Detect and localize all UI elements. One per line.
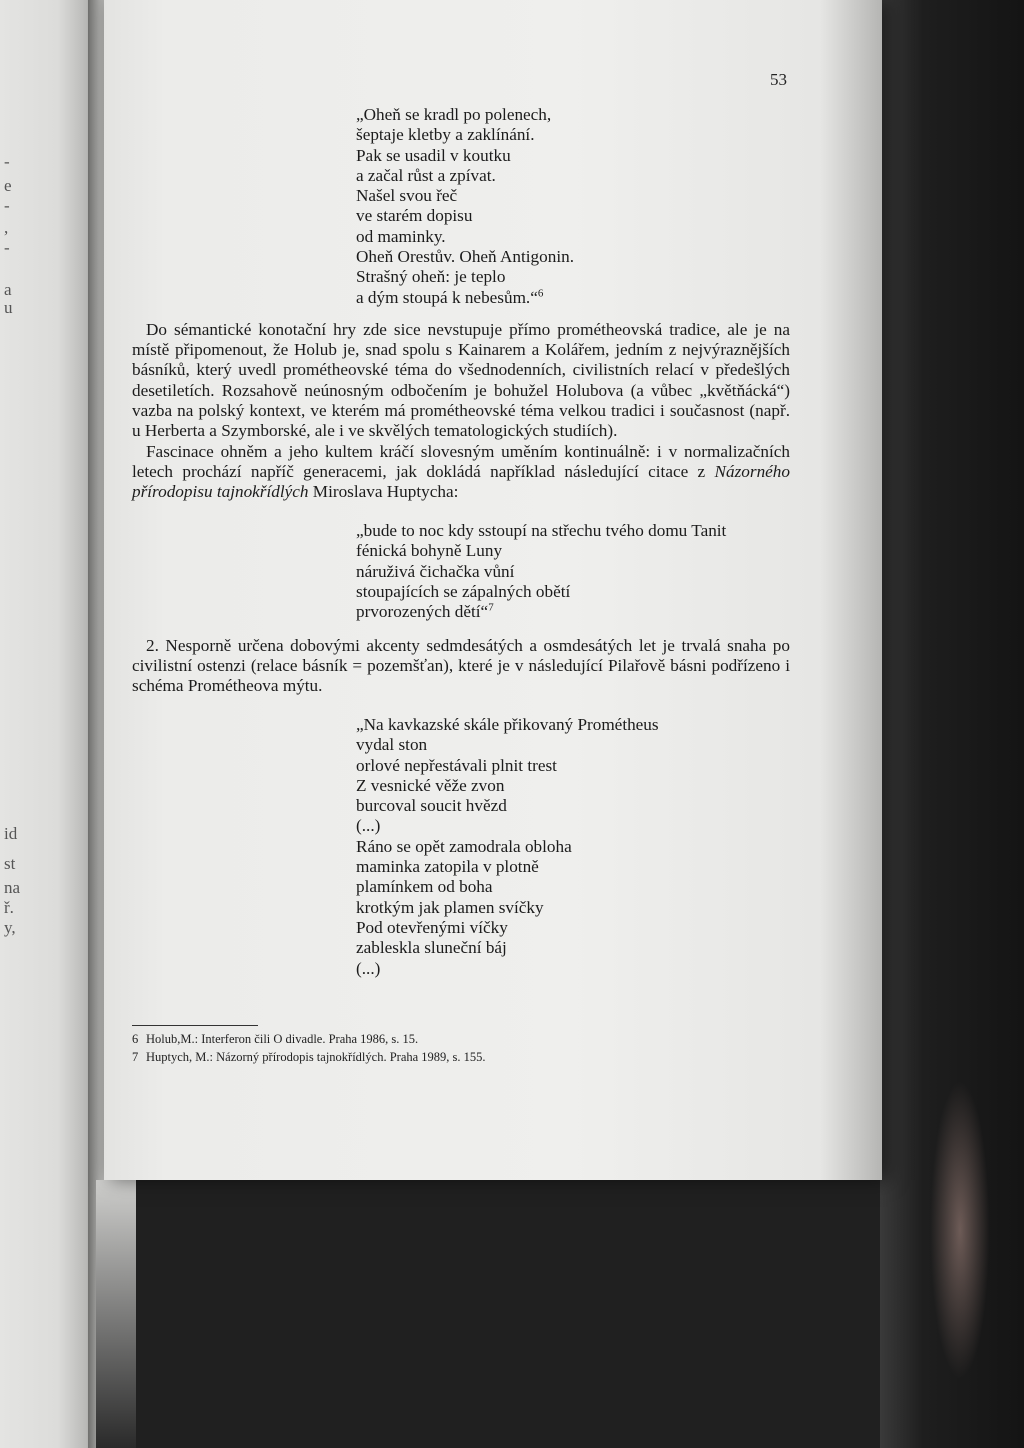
poem-line: krotkým jak plamen svíčky: [356, 897, 544, 917]
left-page-fragment: st: [4, 854, 16, 873]
poem-line: orlové nepřestávali plnit trest: [356, 755, 557, 775]
poem-line: Našel svou řeč: [356, 186, 458, 206]
poem-line: Pod otevřenými víčky: [356, 917, 508, 937]
left-page-edge: [0, 0, 96, 1448]
poem-line: plamínkem od boha: [356, 877, 493, 897]
poem-pilar: [356, 715, 659, 979]
paragraph-text: Fascinace ohněm a jeho kultem kráčí slovesným uměním kontinuálně: i v normalizačních letech prochází napříč generacemi, jak dokládá například následující citace z: [132, 442, 790, 482]
left-page-fragment: -: [4, 196, 10, 215]
poem-line: Pak se usadil v koutku: [356, 145, 511, 165]
light-reflection: [930, 1080, 990, 1380]
footnote-number: 7: [132, 1050, 139, 1064]
paragraph-text: Miroslava Huptycha:: [308, 482, 459, 502]
page-number: 53: [770, 70, 787, 89]
poem-line-text: prvorozených dětí“: [356, 602, 489, 622]
poem-line: stoupajících se zápalných obětí: [356, 581, 571, 601]
poem-line: Ráno se opět zamodrala obloha: [356, 836, 572, 856]
footnotes: [132, 1030, 486, 1066]
poem-line: Strašný oheň: je teplo: [356, 267, 506, 287]
left-page-fragment: -: [4, 152, 10, 171]
book-title: Názorného přírodopisu tajnokřídlých: [132, 462, 790, 502]
left-page-fragment: e: [4, 176, 12, 195]
poem-line: [356, 288, 574, 308]
poem-line: vydal ston: [356, 735, 428, 755]
left-page-fragment: u: [4, 298, 13, 317]
left-page-fragment: a: [4, 280, 12, 299]
poem-huptych: [356, 521, 726, 622]
poem-line: Z vesnické věže zvon: [356, 775, 505, 795]
paragraph-text: Do sémantické konotační hry zde sice nevstupuje přímo prométheovská tradice, ale je na místě připomenout, že Holub je, snad spolu s Kainarem a Kolářem, jedním z nejvýraznějších básníků, který uvedl prométheovské téma do všednodenních, civilistních relací v předešlých desetiletích. Rozsahově neúnosným odbočením je bohužel Holubova (a vůbec „květňácká“) vazba na polský kontext, ve kterém má prométheovské téma velkou tradici i současnost (např. u Herberta a Szymborské, ale i ve skvělých tematologických studiích).: [132, 320, 790, 441]
poem-line: šeptaje kletby a zaklínání.: [356, 125, 535, 145]
page-bottom-shadow: [96, 1180, 136, 1448]
left-page-fragment: -: [4, 238, 10, 257]
poem-line: fénická bohyně Luny: [356, 541, 503, 561]
poem-line: od maminky.: [356, 226, 446, 246]
footnote-reference: 6: [537, 286, 544, 299]
paragraph-holub-context: [132, 320, 790, 441]
footnote: [132, 1030, 486, 1048]
poem-holub: [356, 105, 574, 308]
poem-line: zableskla sluneční báj: [356, 938, 507, 958]
footnote-separator: [132, 1025, 258, 1026]
paragraph-text: 2. Nesporně určena dobovými akcenty sedmdesátých a osmdesátých let je trvalá snaha po civilistní ostenzi (relace básník = pozemšťan), které je v následující Pilařově básni podřízeno i schéma Prométheova mýtu.: [132, 636, 790, 696]
footnote-text: Huptych, M.: Názorný přírodopis tajnokřídlých. Praha 1989, s. 155.: [146, 1050, 486, 1064]
poem-line: „bude to noc kdy sstoupí na střechu tvého domu Tanit: [356, 521, 727, 540]
poem-line: „Oheň se kradl po polenech,: [356, 105, 552, 124]
footnote-reference: 7: [488, 601, 494, 614]
left-page-fragment: y,: [4, 918, 16, 937]
poem-line: a začal růst a zpívat.: [356, 165, 496, 185]
left-page-fragment: ,: [4, 218, 9, 237]
poem-line: Oheň Orestův. Oheň Antigonin.: [356, 247, 574, 267]
footnote-number: 6: [132, 1032, 139, 1046]
footnote-text: Holub,M.: Interferon čili O divadle. Praha 1986, s. 15.: [146, 1032, 419, 1046]
poem-line: náruživá čichačka vůní: [356, 561, 515, 581]
paragraph-point-two: [132, 636, 790, 697]
left-page-fragment: na: [4, 878, 21, 897]
poem-line: ve starém dopisu: [356, 206, 473, 226]
poem-line: [356, 602, 726, 622]
poem-line: maminka zatopila v plotně: [356, 857, 539, 877]
poem-line: (...): [356, 816, 381, 836]
poem-line: „Na kavkazské skále přikovaný Prométheus: [356, 715, 659, 734]
footnote: [132, 1048, 486, 1066]
poem-line: burcoval soucit hvězd: [356, 796, 507, 816]
left-page-fragment: ř.: [4, 898, 14, 917]
paragraph-fascination: [132, 442, 790, 503]
left-page-fragment: id: [4, 824, 18, 843]
poem-line: (...): [356, 958, 381, 978]
poem-line-text: a dým stoupá k nebesům.“: [356, 287, 538, 307]
